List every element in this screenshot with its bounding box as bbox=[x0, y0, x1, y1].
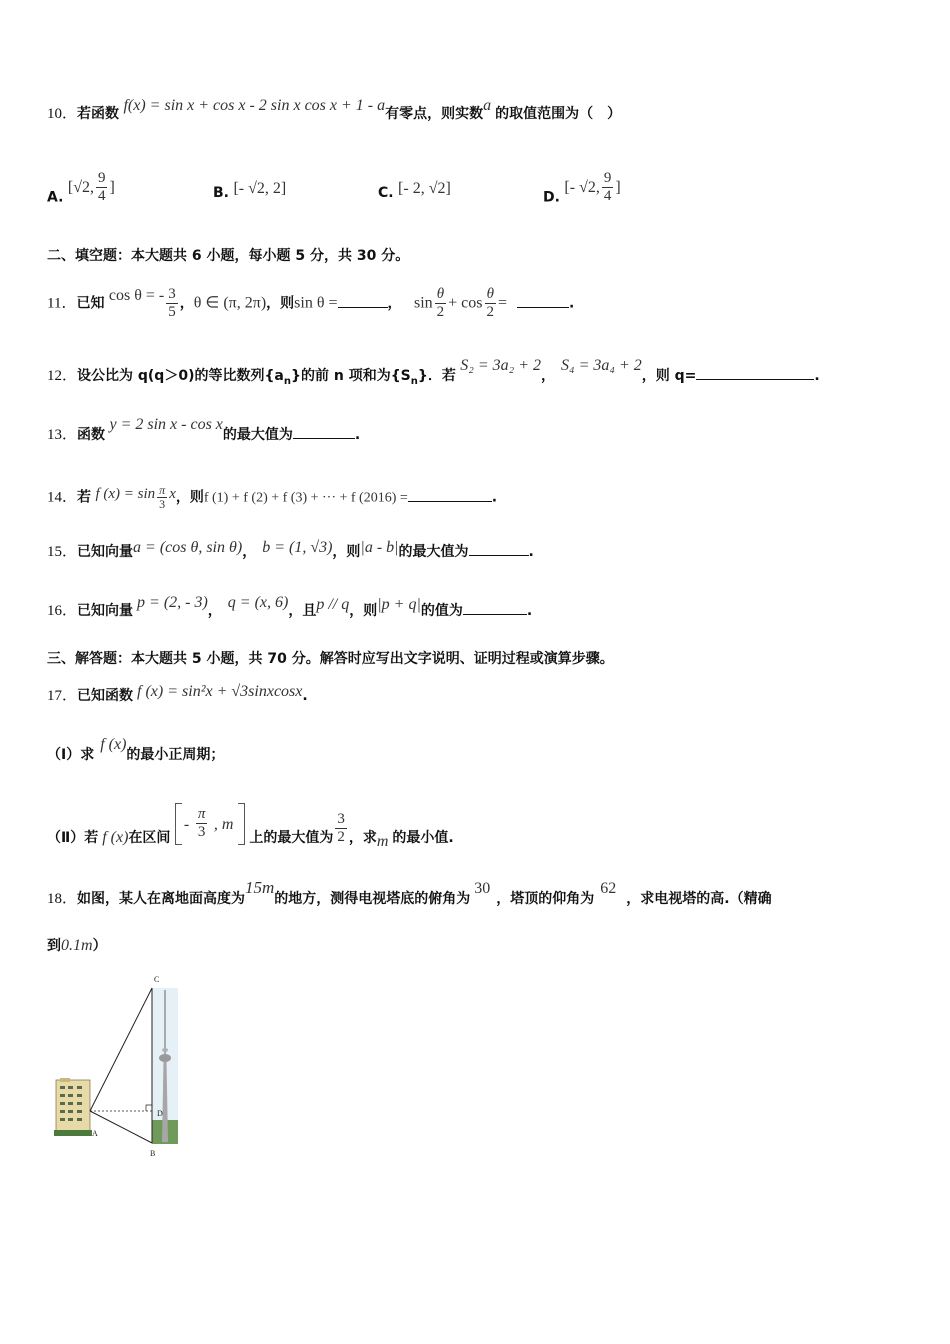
q16-stem: 16．已知向量 p = (2, - 3)， q = (x, 6)，且p // q，则|p + q|的值为 . bbox=[47, 594, 533, 619]
answer-blank bbox=[463, 600, 527, 615]
tv-tower-diagram bbox=[52, 970, 192, 1160]
q10-formula: f(x) = sin x + cos x - 2 sin x cos x + 1 - a bbox=[123, 97, 386, 114]
label-c: C bbox=[154, 975, 160, 984]
q18-stem: 18．如图，某人在离地面高度为15m的地方，测得电视塔底的俯角为30，塔顶的仰角为62，求电视塔的高.（精确 bbox=[47, 878, 772, 907]
line-a-to-c bbox=[90, 988, 152, 1111]
answer-blank bbox=[293, 424, 355, 439]
q15-stem: 15．已知向量a = (cos θ, sin θ)， b = (1, √3)，则|a - b|的最大值为 . bbox=[47, 539, 534, 560]
right-angle-mark bbox=[146, 1105, 152, 1111]
q12-stem: 12．设公比为 q(q＞0)的等比数列$\{a_n\}$的前 n 项和为$\{S_n\}$．若 S₂ = 3a₂ + 2，S₄ = 3a₄ + 2，则 q= . bbox=[47, 357, 820, 387]
label-b: B bbox=[150, 1149, 156, 1158]
answer-blank bbox=[469, 541, 529, 556]
q17-part-1: （Ⅰ）求f (x)的最小正周期； bbox=[47, 736, 225, 763]
q18-stem-line2: 到0.1m） bbox=[47, 937, 107, 954]
q17-part-2: （Ⅱ）若 f (x)在区间 - $\frac{\pi}{3}$ , m 上的最大值为 $\frac{3}{2}$ ，求m 的最小值. bbox=[47, 805, 454, 851]
q10-number: 10． bbox=[47, 106, 78, 122]
q10-option-c[interactable]: C. [- 2, √2] bbox=[378, 180, 451, 201]
answer-blank bbox=[338, 293, 388, 308]
q13-stem: 13．函数 y = 2 sin x - cos x的最大值为 . bbox=[47, 416, 361, 443]
interval-bracket: - $\frac{\pi}{3}$ , m bbox=[175, 803, 245, 845]
q11-stem: 11．已知 cos θ = - $\frac{3}{5}$ ，θ ∈ (π, 2π)，则sin θ = ， sin $\frac{\theta}{2}$ + cos $\frac{\theta}{2}$ = . bbox=[47, 286, 575, 320]
answer-blank bbox=[517, 293, 569, 308]
label-d: D bbox=[157, 1109, 163, 1118]
section-2-heading: 二、填空题：本大题共 6 小题，每小题 5 分，共 30 分。 bbox=[47, 248, 410, 264]
building-image bbox=[54, 1078, 92, 1136]
line-a-to-b bbox=[90, 1111, 152, 1143]
q10-option-b[interactable]: B. [- √2, 2] bbox=[213, 180, 287, 201]
answer-blank bbox=[408, 487, 492, 502]
q17-stem: 17．已知函数 f (x) = sin²x + √3sinxcosx. bbox=[47, 683, 308, 704]
tv-tower-figure bbox=[52, 970, 192, 1164]
label-a: A bbox=[92, 1129, 98, 1138]
section-3-heading: 三、解答题：本大题共 5 小题，共 70 分。解答时应写出文字说明、证明过程或演算步骤。 bbox=[47, 651, 614, 667]
q10-option-a[interactable]: A. [√2, $\frac{9}{4}$ ] bbox=[47, 170, 115, 206]
q10-option-d[interactable]: D. [- √2, $\frac{9}{4}$ ] bbox=[543, 170, 621, 206]
answer-blank bbox=[696, 365, 814, 380]
q10-stem: 10．若函数 f(x) = sin x + cos x - 2 sin x cos x + 1 - a有零点，则实数a 的取值范围为（ ） bbox=[47, 97, 622, 122]
q14-stem: 14．若 f (x) = sin $\frac{\pi}{3}$ x，则f (1) + f (2) + f (3) + ··· + f (2016) = . bbox=[47, 483, 498, 511]
